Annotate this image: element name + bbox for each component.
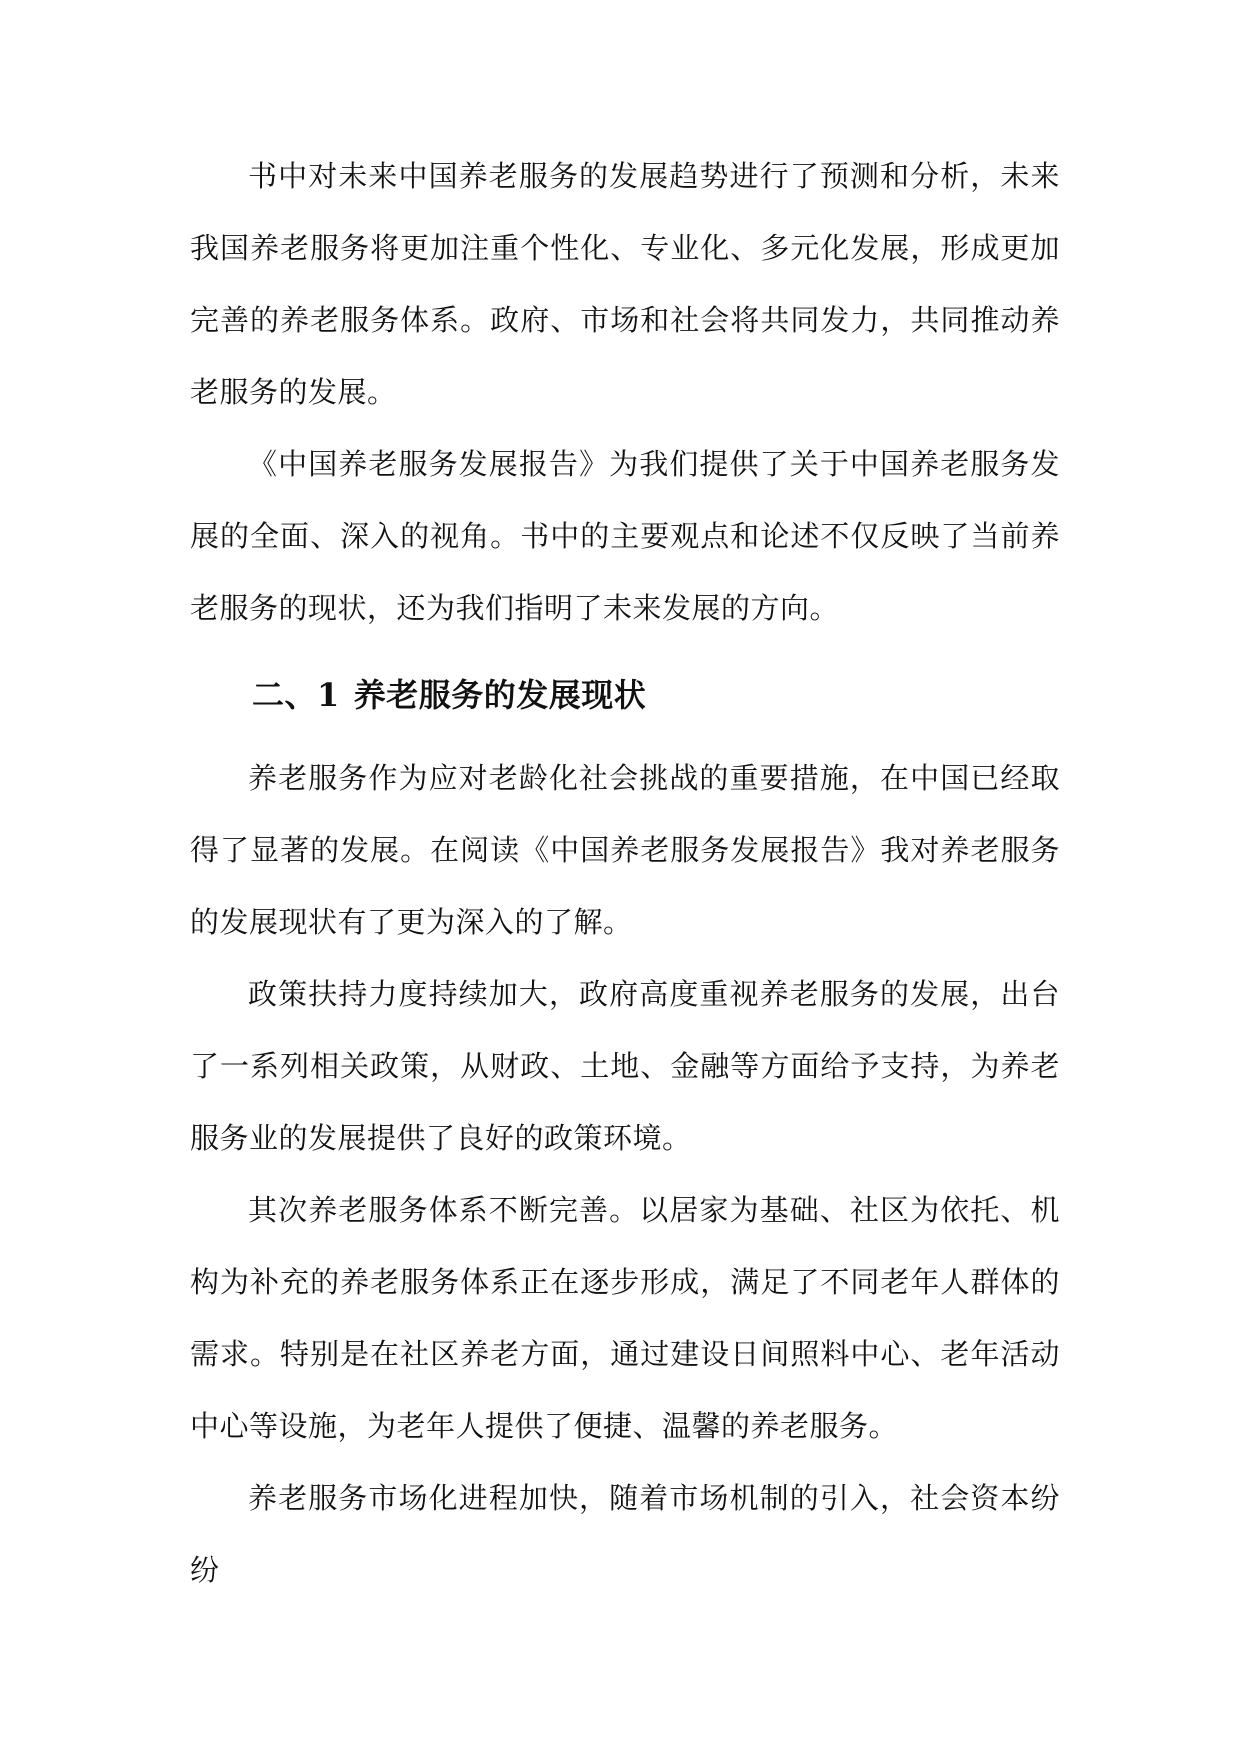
paragraph-development-intro: 养老服务作为应对老龄化社会挑战的重要措施，在中国已经取得了显著的发展。在阅读《中国养老服务发展报告》我对养老服务的发展现状有了更为深入的了解。 (190, 761, 1060, 939)
paragraph-marketization: 养老服务市场化进程加快，随着市场机制的引入，社会资本纷纷 (190, 1481, 1060, 1587)
paragraph-report-summary: 《中国养老服务发展报告》为我们提供了关于中国养老服务发展的全面、深入的视角。书中的主要观点和论述不仅反映了当前养老服务的现状，还为我们指明了未来发展的方向。 (190, 447, 1060, 625)
section-number: 二、1 (252, 676, 340, 714)
section-heading (252, 660, 1060, 730)
paragraph-future-trends: 书中对未来中国养老服务的发展趋势进行了预测和分析，未来我国养老服务将更加注重个性化、专业化、多元化发展，形成更加完善的养老服务体系。政府、市场和社会将共同发力，共同推动养老服务的发展。 (190, 159, 1060, 409)
document-body (190, 140, 1060, 1606)
section-title: 养老服务的发展现状 (353, 676, 647, 714)
paragraph-policy-support: 政策扶持力度持续加大，政府高度重视养老服务的发展，出台了一系列相关政策，从财政、土地、金融等方面给予支持，为养老服务业的发展提供了良好的政策环境。 (190, 977, 1060, 1155)
paragraph-service-system: 其次养老服务体系不断完善。以居家为基础、社区为依托、机构为补充的养老服务体系正在逐步形成，满足了不同老年人群体的需求。特别是在社区养老方面，通过建设日间照料中心、老年活动中心等设施，为老年人提供了便捷、温馨的养老服务。 (190, 1193, 1060, 1443)
